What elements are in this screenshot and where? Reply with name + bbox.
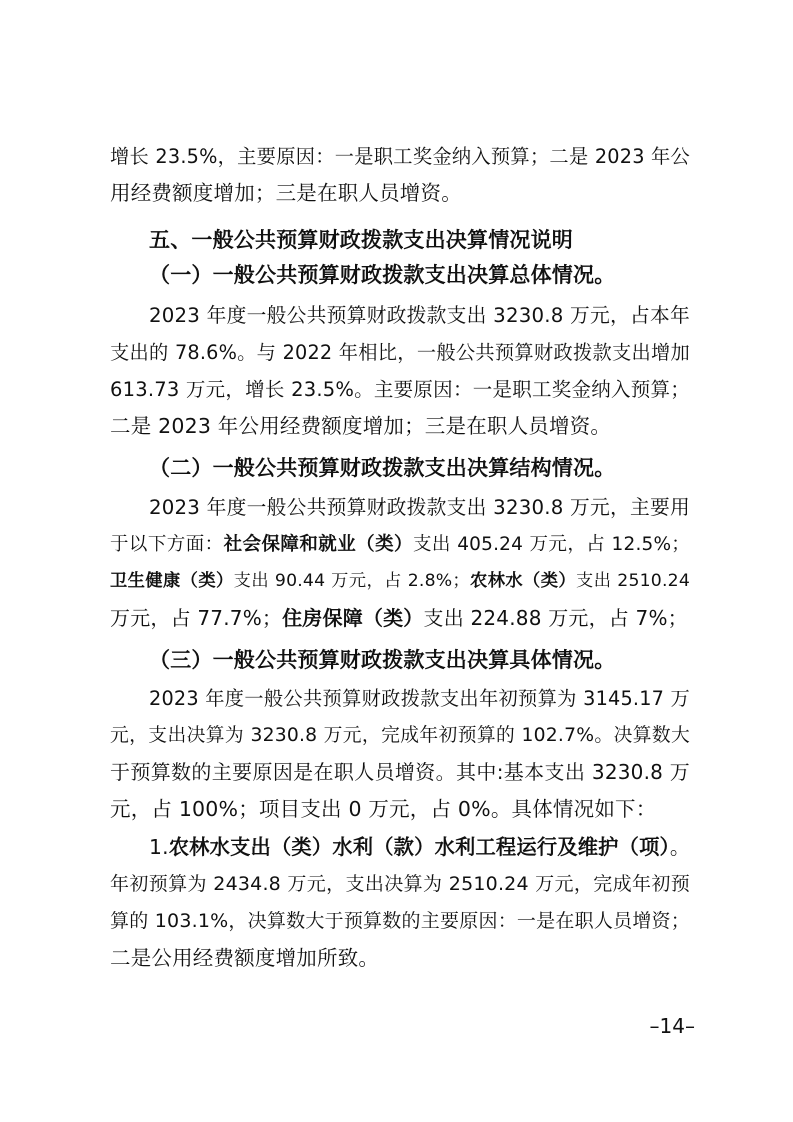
paragraph-line: 元，占 100%；项目支出 0 万元，占 0%。具体情况如下： <box>110 797 657 821</box>
text-run: 支出 224.88 万元，占 7%； <box>423 606 688 630</box>
item-number: 1. <box>149 835 169 859</box>
text-run: 。 <box>669 835 691 859</box>
text-run: 支出 405.24 万元，占 12.5%； <box>413 534 690 555</box>
category-name: 住房保障（类） <box>282 606 424 630</box>
paragraph-line: 支出的 78.6%。与 2022 年相比，一般公共预算财政拨款支出增加 <box>110 341 690 364</box>
paragraph-line: 用经费额度增加；三是在职人员增资。 <box>110 181 462 205</box>
paragraph-line: 2023 年度一般公共预算财政拨款支出 3230.8 万元，主要用 <box>149 496 690 519</box>
section-heading: 五、一般公共预算财政拨款支出决算情况说明 <box>149 228 573 252</box>
paragraph-line: 年初预算为 2434.8 万元，支出决算为 2510.24 万元，完成年初预 <box>110 873 690 895</box>
paragraph-line: 增长 23.5%，主要原因：一是职工奖金纳入预算；二是 2023 年公 <box>110 145 690 168</box>
paragraph-line: 613.73 万元，增长 23.5%。主要原因：一是职工奖金纳入预算； <box>110 378 690 401</box>
page-number: –14– <box>649 1014 695 1038</box>
paragraph-line: 于预算数的主要原因是在职人员增资。其中:基本支出 3230.8 万 <box>110 760 690 784</box>
category-name: 卫生健康（类） <box>110 571 234 591</box>
paragraph-line <box>110 526 690 563</box>
paragraph-line <box>110 600 690 637</box>
text-run: 于以下方面： <box>110 534 224 555</box>
paragraph-line: 2023 年度一般公共预算财政拨款支出 3230.8 万元，占本年 <box>149 304 690 327</box>
paragraph-line: 二是公用经费额度增加所致。 <box>110 946 380 970</box>
subsection-heading: （三）一般公共预算财政拨款支出决算具体情况。 <box>149 648 616 672</box>
text-run: 支出 90.44 万元，占 2.8%； <box>233 571 470 591</box>
paragraph-line: 二是 2023 年公用经费额度增加；三是在职人员增资。 <box>110 414 612 438</box>
paragraph-line: 2023 年度一般公共预算财政拨款支出年初预算为 3145.17 万 <box>149 687 690 710</box>
subsection-heading: （一）一般公共预算财政拨款支出决算总体情况。 <box>149 263 616 287</box>
item-title: 农林水支出（类）水利（款）水利工程运行及维护（项） <box>168 835 670 859</box>
category-name: 农林水（类） <box>469 571 577 591</box>
paragraph-line: 元，支出决算为 3230.8 万元，完成年初预算的 102.7%。决算数大 <box>110 725 690 746</box>
text-run: 支出 2510.24 <box>576 571 691 591</box>
subsection-heading: （二）一般公共预算财政拨款支出决算结构情况。 <box>149 456 616 480</box>
paragraph-line <box>110 563 690 600</box>
text-run: 万元，占 77.7%； <box>110 606 283 630</box>
paragraph-line <box>149 829 690 866</box>
paragraph-line: 算的 103.1%，决算数大于预算数的主要原因：一是在职人员增资； <box>110 910 690 932</box>
category-name: 社会保障和就业（类） <box>223 534 413 555</box>
